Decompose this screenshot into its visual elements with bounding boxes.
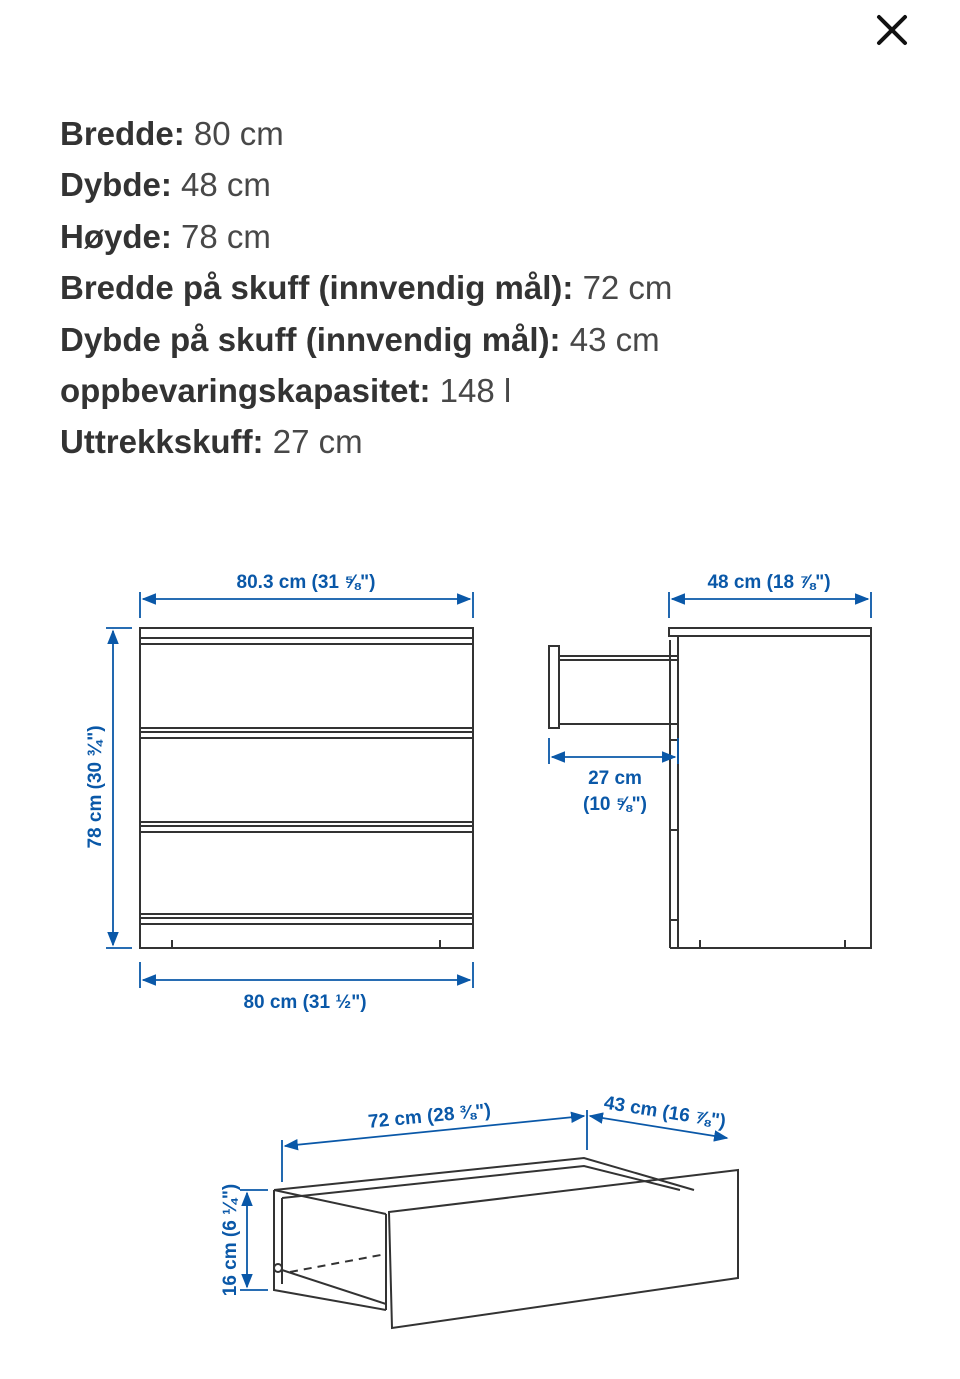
spec-label: Bredde på skuff (innvendig mål): <box>60 269 574 307</box>
label-top-width: 80.3 cm (31 ⅝") <box>236 572 376 593</box>
spec-width <box>60 108 672 159</box>
spec-height <box>60 211 672 262</box>
spec-value: 80 cm <box>193 115 284 152</box>
label-drawer-extension-cm: 27 cm <box>588 768 642 789</box>
spec-label: oppbevaringskapasitet: <box>60 372 431 410</box>
spec-drawer-extension <box>60 416 672 467</box>
spec-value: 43 cm <box>569 320 660 358</box>
drawer-view <box>274 1158 738 1328</box>
spec-label: Høyde: <box>60 217 172 255</box>
specifications-list <box>60 108 672 468</box>
label-drawer-width: 72 cm (28 ⅜") <box>367 1100 492 1133</box>
side-dimensions <box>549 592 871 764</box>
spec-label: Dybde på skuff (innvendig mål): <box>60 320 561 358</box>
label-depth: 48 cm (18 ⅞") <box>707 572 831 593</box>
label-drawer-depth: 43 cm (16 ⅞") <box>602 1092 728 1133</box>
front-dimensions <box>106 592 473 988</box>
spec-drawer-width <box>60 262 672 313</box>
spec-value: 72 cm <box>582 269 673 307</box>
spec-label: Dybde: <box>60 166 172 204</box>
spec-drawer-depth <box>60 314 672 365</box>
spec-label: Bredde: <box>60 115 185 152</box>
close-button[interactable] <box>868 8 916 52</box>
dimension-diagram <box>0 540 960 1360</box>
spec-depth <box>60 159 672 210</box>
spec-value: 148 l <box>439 372 512 410</box>
spec-storage-capacity <box>60 365 672 416</box>
spec-value: 48 cm <box>181 166 271 204</box>
spec-label: Uttrekkskuff: <box>60 423 264 461</box>
label-drawer-extension-in: (10 ⅝") <box>583 794 647 815</box>
label-height: 78 cm (30 ¾") <box>85 725 106 849</box>
close-icon <box>875 13 909 47</box>
spec-value: 78 cm <box>181 217 271 255</box>
label-drawer-height: 16 cm (6 ¼") <box>220 1183 241 1297</box>
label-bottom-width: 80 cm (31 ½") <box>243 992 367 1013</box>
spec-value: 27 cm <box>272 423 363 461</box>
front-view <box>140 628 473 948</box>
